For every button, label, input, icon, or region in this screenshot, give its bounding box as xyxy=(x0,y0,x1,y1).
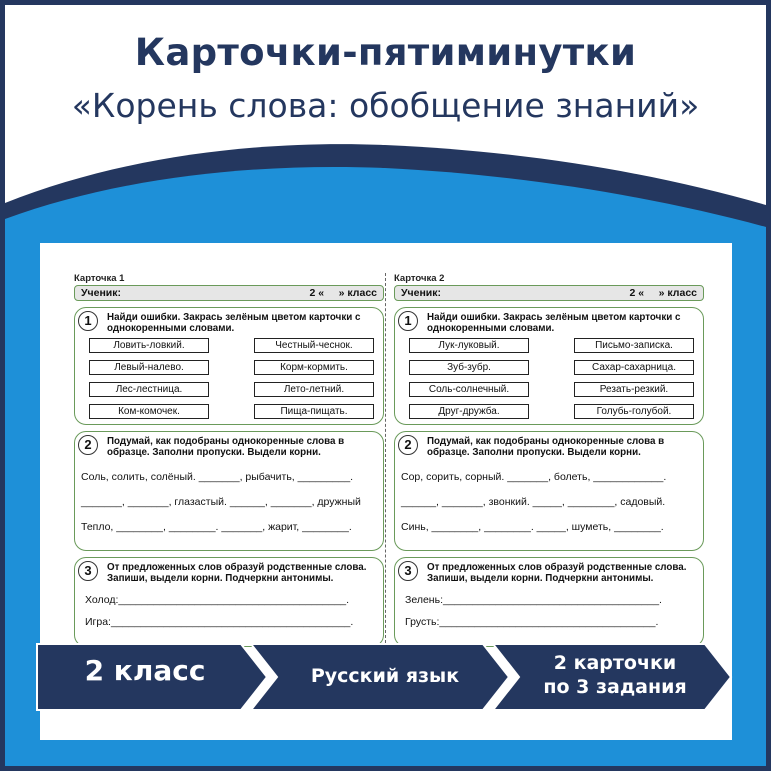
word-card[interactable]: Честный-чеснок. xyxy=(254,338,374,353)
word-card[interactable]: Лето-летний. xyxy=(254,382,374,397)
word-card[interactable]: Соль-солнечный. xyxy=(409,382,529,397)
word-grid xyxy=(81,338,377,421)
word-card[interactable]: Корм-кормить. xyxy=(254,360,374,375)
fill-line: ______, _______, звонкий. _____, ________, садовый. xyxy=(401,496,666,508)
word-card[interactable]: Друг-дружба. xyxy=(409,404,529,419)
task-instruction: От предложенных слов образуй родственные слова. Запиши, выдели корни. Подчеркни антонимы. xyxy=(427,562,687,584)
task-3 xyxy=(394,557,704,647)
card-1 xyxy=(74,273,384,647)
task-number: 3 xyxy=(398,561,418,581)
fill-line: Соль, солить, солёный. _______, рыбачить, _________. xyxy=(81,471,354,483)
task-number: 3 xyxy=(78,561,98,581)
answer-line: Холод:_______________________________________. xyxy=(85,594,350,606)
word-card[interactable]: Сахар-сахарница. xyxy=(574,360,694,375)
banner-subject-label: Русский язык xyxy=(310,665,460,687)
word-card[interactable]: Лук-луковый. xyxy=(409,338,529,353)
fill-line: Сор, сорить, сорный. _______, болеть, ____________. xyxy=(401,471,667,483)
task-3 xyxy=(74,557,384,647)
word-card[interactable]: Лес-лестница. xyxy=(89,382,209,397)
task-1 xyxy=(74,307,384,425)
task-number: 2 xyxy=(398,435,418,455)
page-subtitle: «Корень слова: обобщение знаний» xyxy=(71,86,700,125)
grade-label: 2 « » класс xyxy=(309,287,377,299)
banner-cards-label: 2 карточки xyxy=(553,652,677,674)
answer-line: Грусть:_____________________________________. xyxy=(405,616,659,628)
student-bar xyxy=(74,285,384,301)
student-label: Ученик: xyxy=(401,287,442,299)
answer-line: Игра:_________________________________________. xyxy=(85,616,354,628)
task-instruction: Подумай, как подобраны однокоренные слова в образце. Заполни пропуски. Выдели корни. xyxy=(107,436,345,458)
fill-line: Тепло, ________, ________. _______, жарит, ________. xyxy=(81,521,352,533)
task-2 xyxy=(394,431,704,551)
task-number: 2 xyxy=(78,435,98,455)
word-card[interactable]: Левый-налево. xyxy=(89,360,209,375)
word-card[interactable]: Ком-комочек. xyxy=(89,404,209,419)
grade-label: 2 « » класс xyxy=(629,287,697,299)
task-instruction: Подумай, как подобраны однокоренные слова в образце. Заполни пропуски. Выдели корни. xyxy=(427,436,665,458)
word-card[interactable]: Пища-пищать. xyxy=(254,404,374,419)
card-2 xyxy=(394,273,704,647)
task-instruction: Найди ошибки. Закрась зелёным цветом карточки с однокоренными словами. xyxy=(107,312,361,334)
card-label: Карточка 1 xyxy=(74,273,125,284)
fill-line: Синь, ________, ________. _____, шуметь, ________. xyxy=(401,521,664,533)
student-bar xyxy=(394,285,704,301)
cut-line xyxy=(385,273,386,643)
card-label: Карточка 2 xyxy=(394,273,445,284)
task-1 xyxy=(394,307,704,425)
task-number: 1 xyxy=(78,311,98,331)
word-card[interactable]: Зуб-зубр. xyxy=(409,360,529,375)
banner-grade-label: 2 класс xyxy=(84,654,206,687)
task-number: 1 xyxy=(398,311,418,331)
banner-tasks-label: по 3 задания xyxy=(543,676,687,698)
task-2 xyxy=(74,431,384,551)
fill-line: _______, _______, глазастый. ______, _______, дружный xyxy=(81,496,361,508)
page-title: Карточки-пятиминутки xyxy=(134,31,637,74)
answer-line: Зелень:_____________________________________. xyxy=(405,594,662,606)
word-card[interactable]: Ловить-ловкий. xyxy=(89,338,209,353)
word-card[interactable]: Голубь-голубой. xyxy=(574,404,694,419)
task-instruction: Найди ошибки. Закрась зелёным цветом карточки с однокоренными словами. xyxy=(427,312,681,334)
task-instruction: От предложенных слов образуй родственные слова. Запиши, выдели корни. Подчеркни антонимы. xyxy=(107,562,367,584)
word-card[interactable]: Письмо-записка. xyxy=(574,338,694,353)
word-card[interactable]: Резать-резкий. xyxy=(574,382,694,397)
student-label: Ученик: xyxy=(81,287,122,299)
word-grid xyxy=(401,338,697,421)
